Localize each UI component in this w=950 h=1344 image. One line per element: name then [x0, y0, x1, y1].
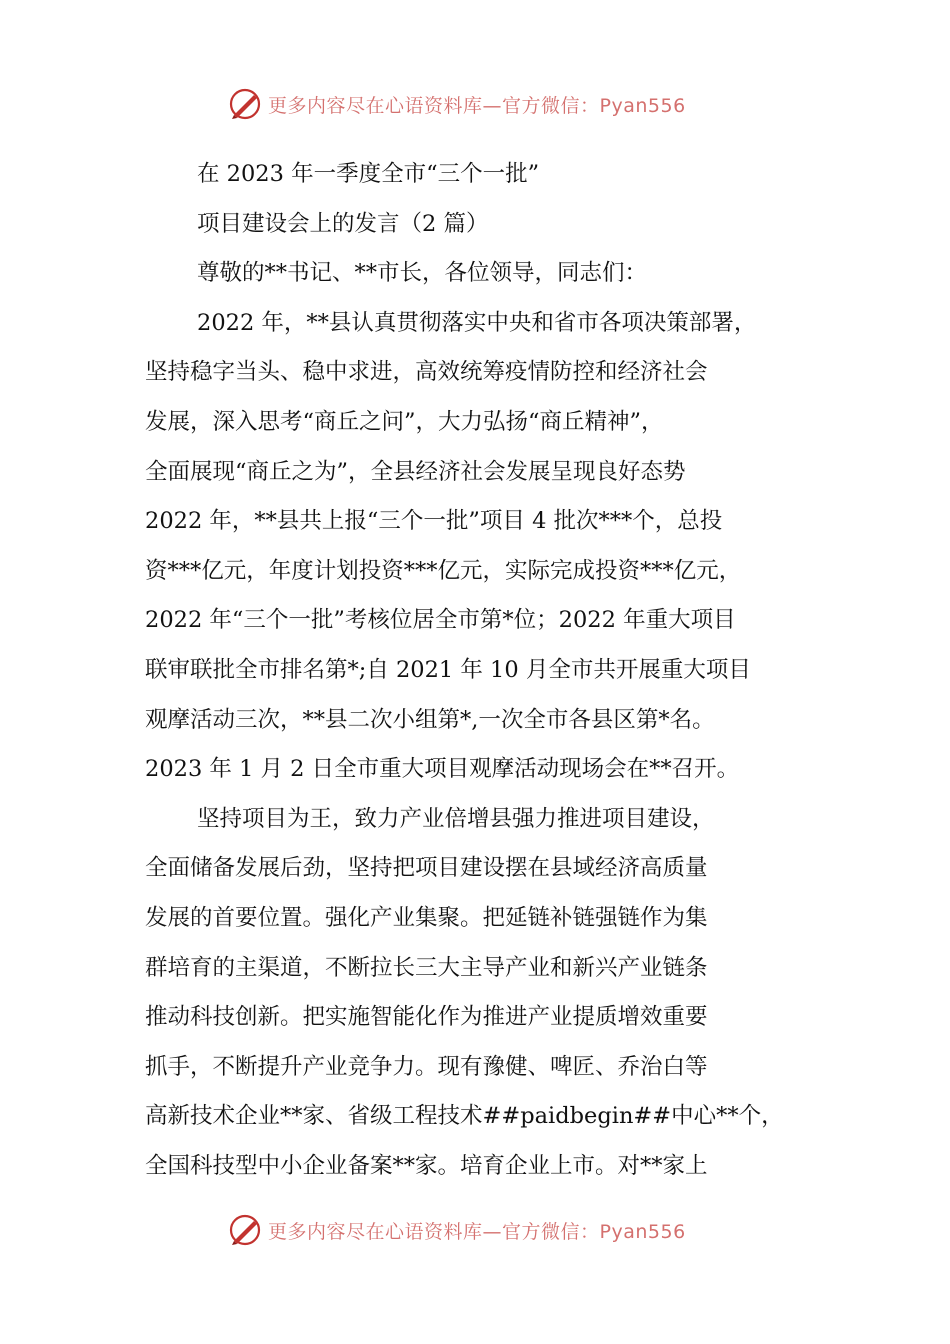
paragraph-1 — [145, 299, 810, 795]
paragraph-line: 发展，深入思考“商丘之问”，大力弘扬“商丘精神”， — [145, 408, 664, 435]
paragraph-line: 观摩活动三次，**县二次小组第*,一次全市各县区第*名。 — [145, 706, 715, 733]
salutation: 尊敬的**书记、**市长，各位领导，同志们： — [197, 260, 648, 287]
paragraph-line: 坚持稳字当头、稳中求进，高效统筹疫情防控和经济社会 — [145, 359, 708, 386]
title-line-2: 项目建设会上的发言（2 篇） — [197, 210, 489, 237]
watermark-text: 更多内容尽在心语资料库—官方微信：Pyan556 — [268, 1220, 686, 1243]
pen-circle-logo-icon — [228, 1213, 262, 1247]
watermark-footer — [228, 1212, 686, 1248]
document-body — [145, 150, 810, 1191]
paragraph-line: 联审联批全市排名第*;自 2021 年 10 月全市共开展重大项目 — [145, 656, 751, 683]
paragraph-line: 2022 年，**县共上报“三个一批”项目 4 批次***个，总投 — [145, 508, 723, 535]
paragraph-line: 高新技术企业**家、省级工程技术##paidbegin##中心**个， — [145, 1103, 784, 1130]
paragraph-line: 2022 年“三个一批”考核位居全市第*位；2022 年重大项目 — [145, 607, 736, 634]
paragraph-line: 全国科技型中小企业备案**家。培育企业上市。对**家上 — [145, 1152, 708, 1179]
pen-circle-logo-icon — [228, 87, 262, 121]
paragraph-line: 推动科技创新。把实施智能化作为推进产业提质增效重要 — [145, 1004, 708, 1031]
paragraph-line: 抓手，不断提升产业竞争力。现有豫健、啤匠、乔治白等 — [145, 1053, 708, 1080]
paragraph-line: 坚持项目为王，致力产业倍增县强力推进项目建设， — [197, 805, 715, 832]
paragraph-line: 发展的首要位置。强化产业集聚。把延链补链强链作为集 — [145, 904, 708, 931]
paragraph-line: 全面储备发展后劲，坚持把项目建设摆在县域经济高质量 — [145, 855, 708, 882]
paragraph-line: 资***亿元，年度计划投资***亿元，实际完成投资***亿元， — [145, 557, 742, 584]
watermark-text: 更多内容尽在心语资料库—官方微信：Pyan556 — [268, 94, 686, 117]
paragraph-2 — [145, 795, 810, 1192]
paragraph-line: 群培育的主渠道，不断拉长三大主导产业和新兴产业链条 — [145, 954, 708, 981]
watermark-header — [228, 86, 686, 122]
paragraph-line: 全面展现“商丘之为”，全县经济社会发展呈现良好态势 — [145, 458, 686, 485]
title-line-1: 在 2023 年一季度全市“三个一批” — [197, 161, 540, 187]
paragraph-line: 2022 年，**县认真贯彻落实中央和省市各项决策部署， — [197, 309, 757, 336]
paragraph-line: 2023 年 1 月 2 日全市重大项目观摩活动现场会在**召开。 — [145, 756, 740, 783]
